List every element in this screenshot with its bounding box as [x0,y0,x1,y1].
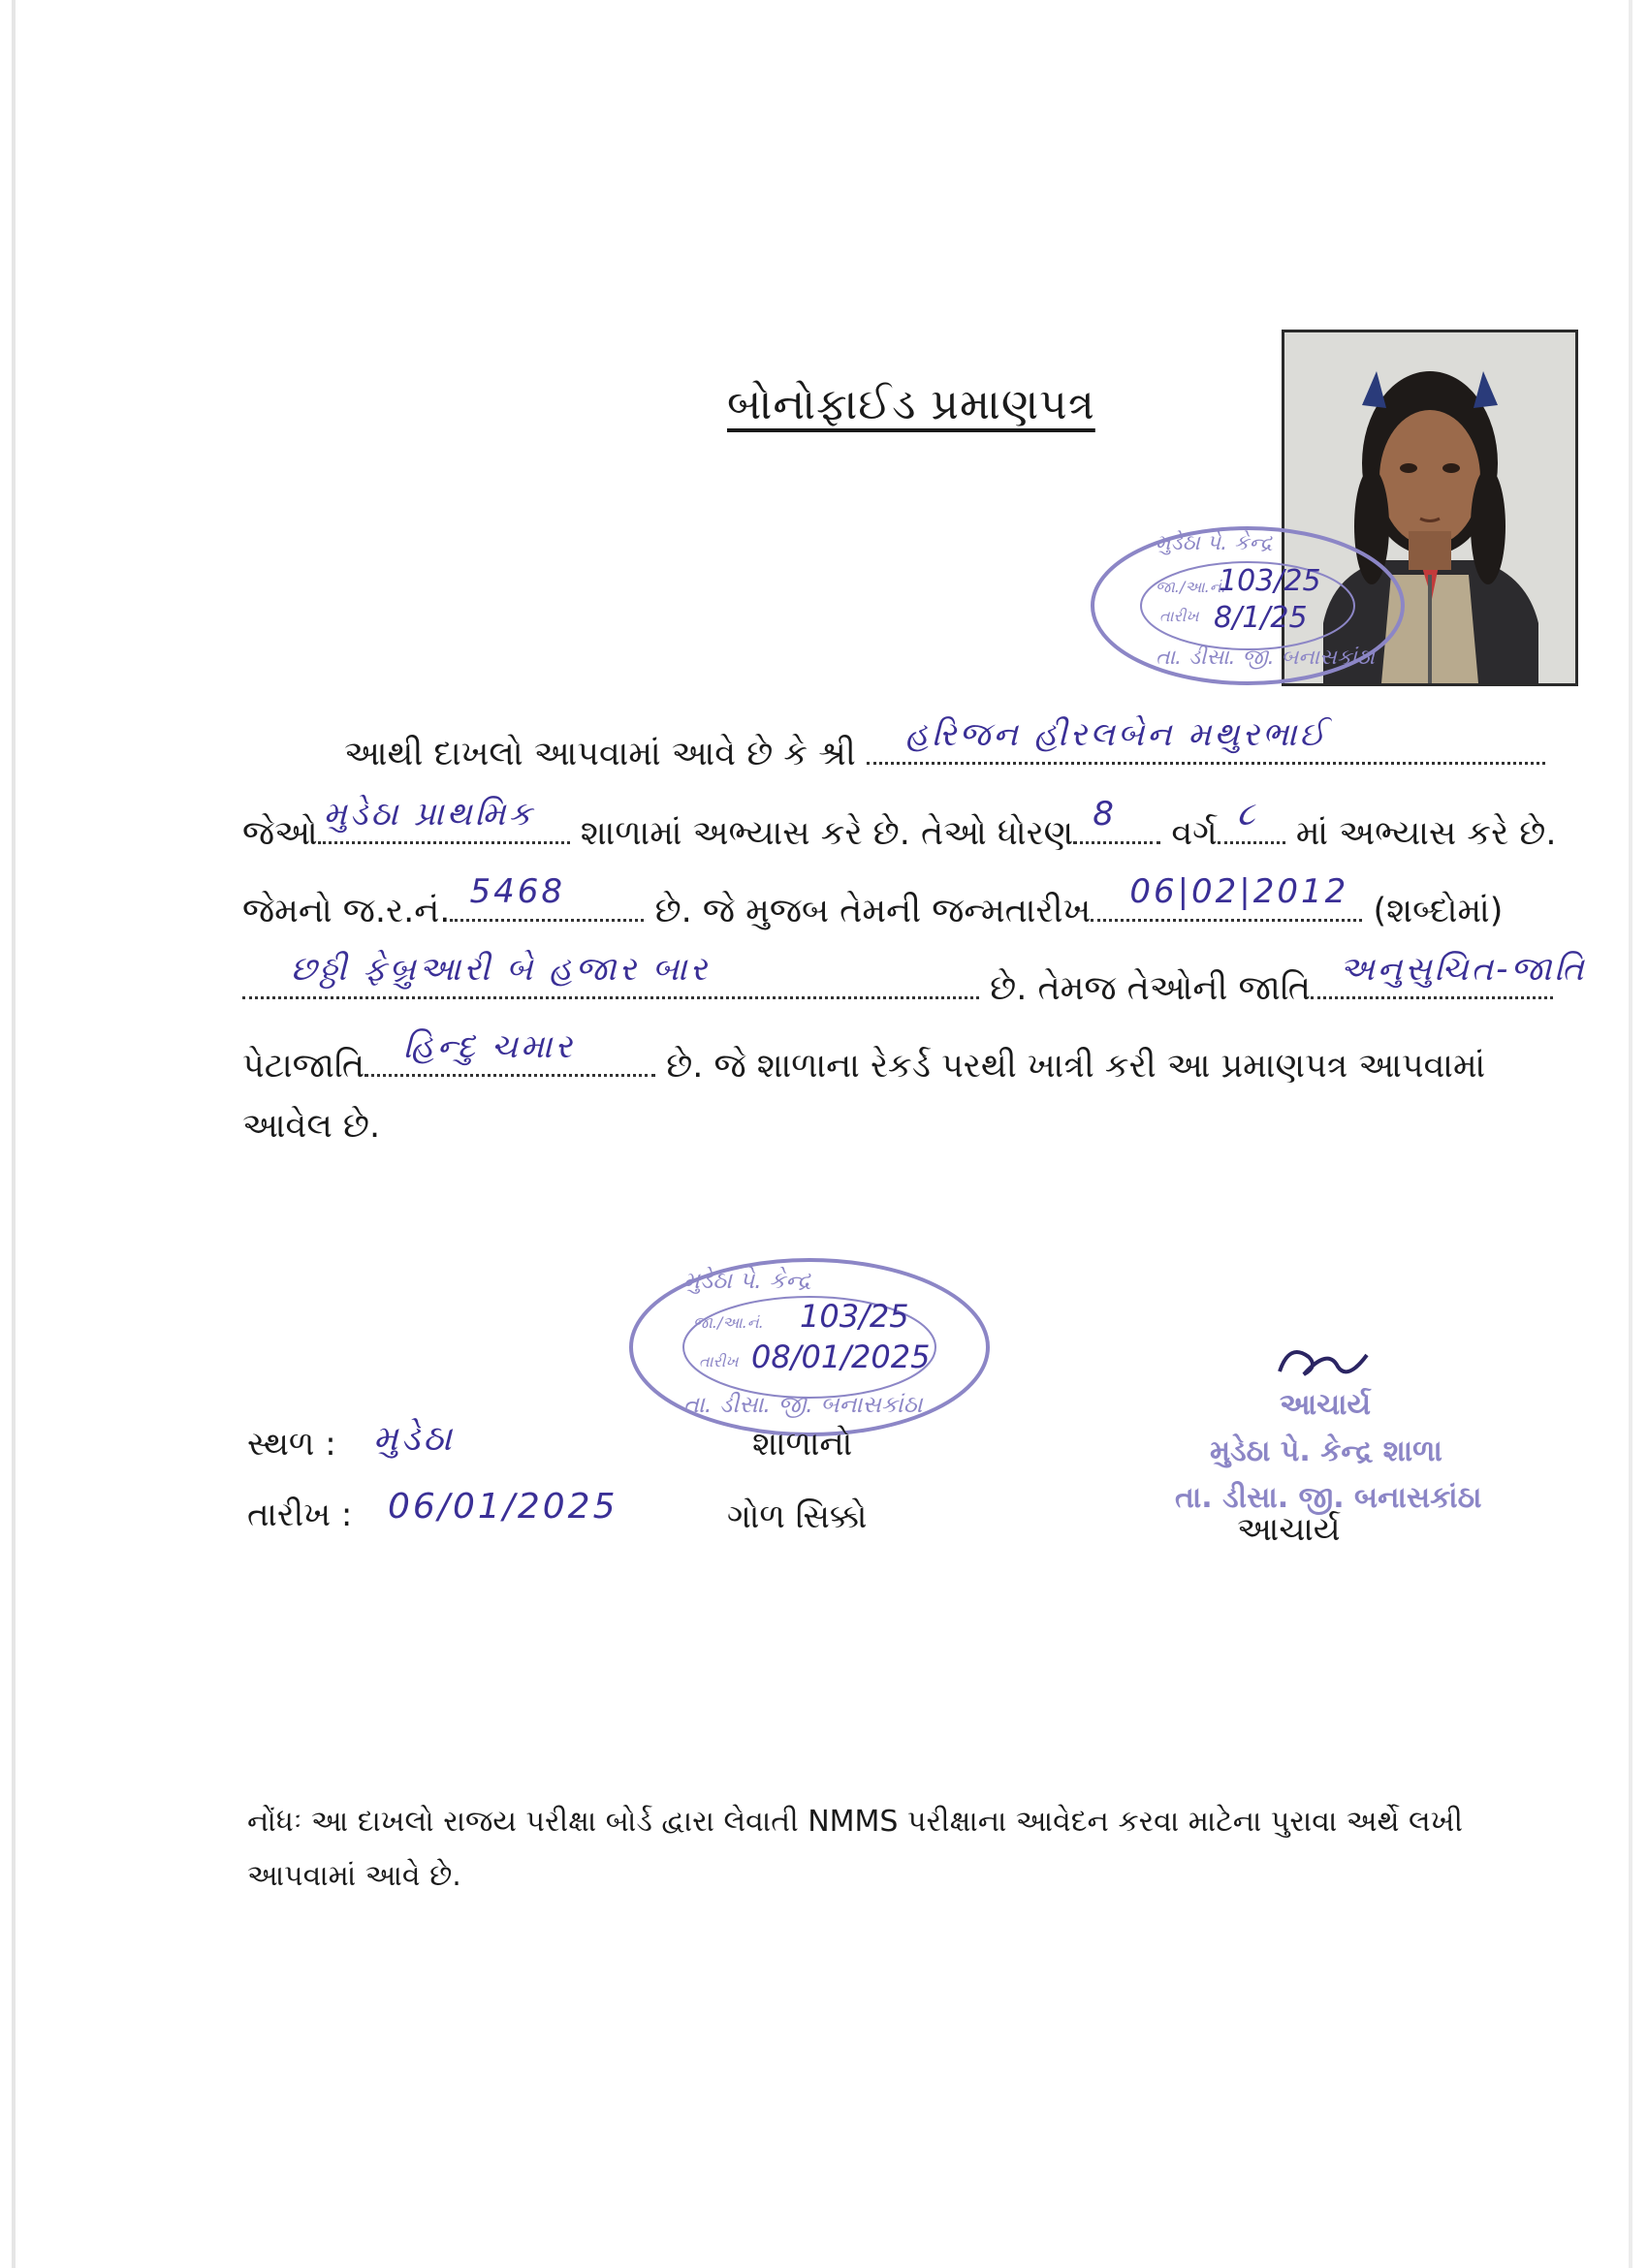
date-value: 06/01/2025 [388,1487,618,1527]
std-field [1073,795,1160,844]
caste-field [1311,950,1587,999]
body-line-2-d: માં અભ્યાસ કરે છે. [1295,814,1557,853]
body-line-4-b: છે. તેમજ તેઓની જાતિ [990,969,1311,1008]
gr-no-field [450,872,644,922]
note-line-2: આપવામાં આવે છે. [247,1859,461,1893]
date-label: તારીખ : [247,1496,353,1534]
seal-caption-1: શાળાનો [752,1425,853,1464]
subcaste: હિન્દુ ચમાર [403,1027,575,1066]
std-value: 8 [1093,795,1117,834]
dob-words-field [242,950,979,999]
body-line-2 [242,795,1557,857]
seal-mid-date: 08/01/2025 [751,1339,931,1375]
seal-top-line2: જા./આ.નં. [1156,578,1226,596]
body-line-3-b: છે. જે મુજબ તેમની જન્મતારીખ [654,892,1092,930]
seal-top-date: 8/1/25 [1214,601,1308,635]
gr-no: 5468 [469,872,565,911]
body-line-1-prefix: આથી દાખલો આપવામાં આવે છે કે શ્રી [344,735,856,773]
student-name: હરિજન હીરલબેન મથુરભાઈ [904,715,1328,754]
place-label: સ્થળ : [247,1425,336,1464]
seal-mid-line2: જા./આ.નં. [693,1313,764,1332]
school-name-field [318,795,570,844]
body-line-3-a: જેમનો જ.ર.નં. [242,892,451,930]
seal-mid-line3: તારીખ [699,1352,739,1370]
seal-mid-line1: મુડેઠા પે. કેન્દ્ર [683,1267,811,1294]
seal-caption-2: ગોળ સિક્કો [727,1497,868,1536]
seal-top-line3: તારીખ [1159,607,1199,625]
scan-edge-left [12,0,16,2268]
body-line-4 [242,950,1587,1012]
body-line-3 [242,872,1504,934]
subcaste-field [364,1027,655,1077]
body-line-6: આવેલ છે. [242,1107,381,1146]
caste: અનુસુચિત-જાતિ [1339,950,1587,989]
school-name: મુડેઠા પ્રાથમિક [323,795,535,834]
dob-words: છઠ્ઠી ફેબ્રુઆરી બે હજાર બાર [291,950,711,989]
sign-stamp-school: મુડેઠા પે. કેન્દ્ર શાળા [1210,1434,1442,1468]
office-seal-top [1088,523,1408,688]
body-line-5 [242,1027,1486,1089]
seal-mid-number: 103/25 [800,1298,909,1335]
note-line-1: નોંધઃ આ દાખલો રાજય પરીક્ષા બોર્ડ દ્વારા લેવાતી NMMS પરીક્ષાના આવેદન કરવા માટેના પુરાવા અર્થે લખી [247,1805,1463,1839]
seal-top-line4: તા. ડીસા. જી. બનાસકાંઠા [1156,646,1375,670]
student-name-field [867,715,1545,765]
body-line-5-a: પેટાજાતિ [242,1047,365,1086]
seal-mid-line4: તા. ડીસા. જી. બનાસકાંઠા [683,1391,923,1418]
seal-top-number: 103/25 [1219,564,1321,598]
body-line-5-b: છે. જે શાળાના રેકર્ડ પરથી ખાત્રી કરી આ પ્રમાણપત્ર આપવામાં [666,1047,1486,1086]
place-value: મુડેઠા [373,1419,455,1459]
body-line-1 [344,715,1545,777]
class-value: ૮ [1236,795,1258,834]
office-seal-middle [625,1255,994,1439]
sign-stamp-taluka: તા. ડીસા. જી. બનાસકાંઠા [1175,1481,1482,1515]
body-line-2-a: જેઓ [242,814,318,853]
body-line-2-c: વર્ગ [1171,814,1218,853]
principal-signature [1270,1338,1377,1386]
seal-top-line1: મુડેઠા પે. કેન્દ્ર [1156,531,1273,555]
body-line-2-b: શાળામાં અભ્યાસ કરે છે. તેઓ ધોરણ [580,814,1074,853]
body-line-3-c: (શબ્દોમાં) [1373,892,1504,930]
dob-field [1091,872,1362,922]
scan-edge-right [1629,0,1632,2268]
sign-stamp-title: આચાર્ય [1280,1388,1372,1422]
class-field [1218,795,1285,844]
dob: 06|02|2012 [1129,872,1349,911]
principal-title: આચાર્ય [1237,1510,1341,1549]
document-title: બોનોફાઈડ પ્રમાણપત્ર [727,380,1095,429]
